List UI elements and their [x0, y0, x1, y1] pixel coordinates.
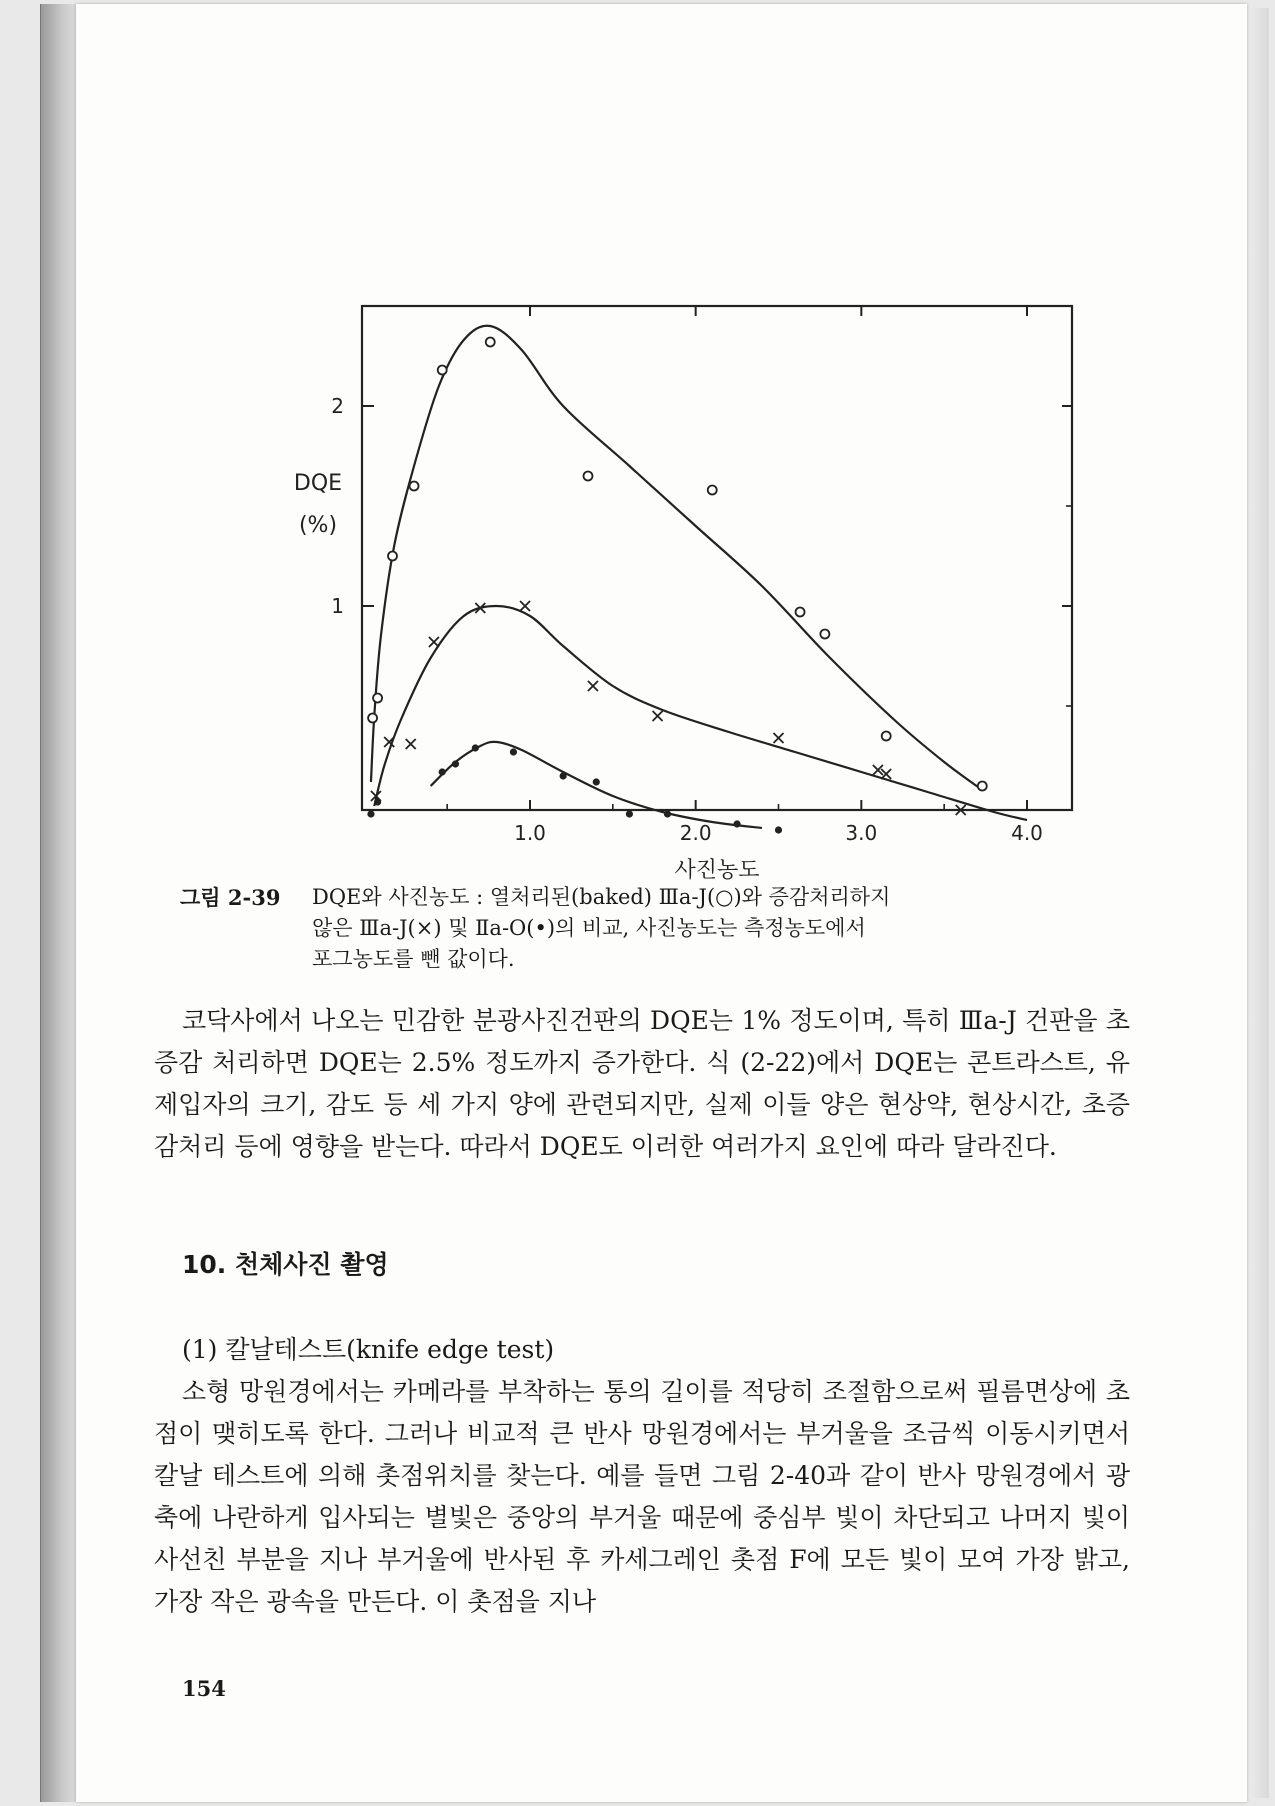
data-point-circle	[820, 630, 829, 639]
data-point-dot	[560, 772, 567, 779]
data-point-circle	[882, 732, 891, 741]
y-tick-label: 1	[331, 594, 344, 618]
data-point-dot	[664, 810, 671, 817]
section-heading: 10. 천체사진 촬영	[182, 1250, 389, 1279]
dqe-chart	[0, 0, 1275, 884]
y-axis-label: (%)	[298, 513, 338, 538]
series-curve-2	[374, 606, 1027, 820]
data-point-circle	[796, 608, 805, 617]
data-point-circle	[373, 694, 382, 703]
data-point-circle	[583, 472, 592, 481]
y-tick-label: 2	[331, 394, 344, 418]
figure-caption-text	[312, 882, 1012, 975]
x-tick-label: 2.0	[679, 821, 712, 845]
figure-label: 그림 2-39	[180, 885, 281, 910]
dqe-chart-svg	[0, 0, 1275, 880]
data-point-cross	[653, 711, 663, 721]
data-point-dot	[452, 760, 459, 767]
data-point-dot	[733, 820, 740, 827]
data-point-circle	[486, 338, 495, 347]
x-tick-label: 3.0	[845, 821, 878, 845]
body-paragraph: 소형 망원경에서는 카메라를 부착하는 통의 길이를 적당히 조절함으로써 필름면상에 초점이 맺히도록 한다. 그러나 비교적 큰 반사 망원경에서는 부거울을 조금씩 이동시키면서 칼날 테스트에 의해 촛점위치를 찾는다. 예를 들면 그림 2-40과 같이 반사 망원경에서 광축에 나란하게 입사되는 별빛은 중앙의 부거울 때문에 중심부 빛이 차단되고 나머지 빛이 사선친 부분을 지나 부거울에 반사된 후 카세그레인 촛점 F에 모든 빛이 모여 가장 밝고, 가장 작은 광속을 만든다. 이 촛점을 지나	[154, 1377, 1130, 1616]
caption-line: 포그농도를 뺀 값이다.	[312, 947, 515, 971]
series-curve-1	[371, 326, 982, 790]
data-point-dot	[510, 748, 517, 755]
page-number: 154	[182, 1676, 226, 1701]
data-point-dot	[367, 810, 374, 817]
y-axis-label: DQE	[293, 471, 343, 496]
data-point-dot	[593, 778, 600, 785]
data-point-dot	[472, 744, 479, 751]
data-point-cross	[406, 739, 416, 749]
data-point-cross	[588, 681, 598, 691]
data-point-cross	[774, 733, 784, 743]
data-point-cross	[429, 637, 439, 647]
data-point-dot	[775, 826, 782, 833]
data-point-circle	[388, 552, 397, 561]
data-point-dot	[439, 768, 446, 775]
data-point-cross	[520, 601, 530, 611]
data-point-circle	[978, 782, 987, 791]
data-point-circle	[410, 482, 419, 491]
paragraph-block-2	[154, 1371, 1130, 1623]
paragraph-block-1	[154, 1000, 1130, 1168]
data-point-circle	[438, 366, 447, 375]
data-point-dot	[626, 810, 633, 817]
x-axis-label: 사진농도	[674, 858, 760, 880]
caption-line: 않은 Ⅲa-J(×) 및 Ⅱa-O(•)의 비교, 사진농도는 측정농도에서	[312, 916, 866, 940]
caption-line: DQE와 사진농도 : 열처리된(baked) Ⅲa-J(○)와 증감처리하지	[312, 885, 891, 909]
data-point-dot	[374, 798, 381, 805]
data-point-circle	[708, 486, 717, 495]
plot-frame	[362, 306, 1072, 810]
body-paragraph: 코닥사에서 나오는 민감한 분광사진건판의 DQE는 1% 정도이며, 특히 Ⅲa-J 건판을 초증감 처리하면 DQE는 2.5% 정도까지 증가한다. 식 (2-22)에서 DQE는 콘트라스트, 유제입자의 크기, 감도 등 세 가지 양에 관련되지만, 실제 이들 양은 현상약, 현상시간, 초증감처리 등에 영향을 받는다. 따라서 DQE도 이러한 여러가지 요인에 따라 달라진다.	[154, 1006, 1130, 1161]
x-tick-label: 1.0	[514, 821, 546, 845]
x-tick-label: 4.0	[1011, 821, 1043, 845]
figure-caption	[180, 882, 1120, 975]
sub-heading: (1) 칼날테스트(knife edge test)	[182, 1335, 555, 1364]
data-point-circle	[368, 714, 377, 723]
